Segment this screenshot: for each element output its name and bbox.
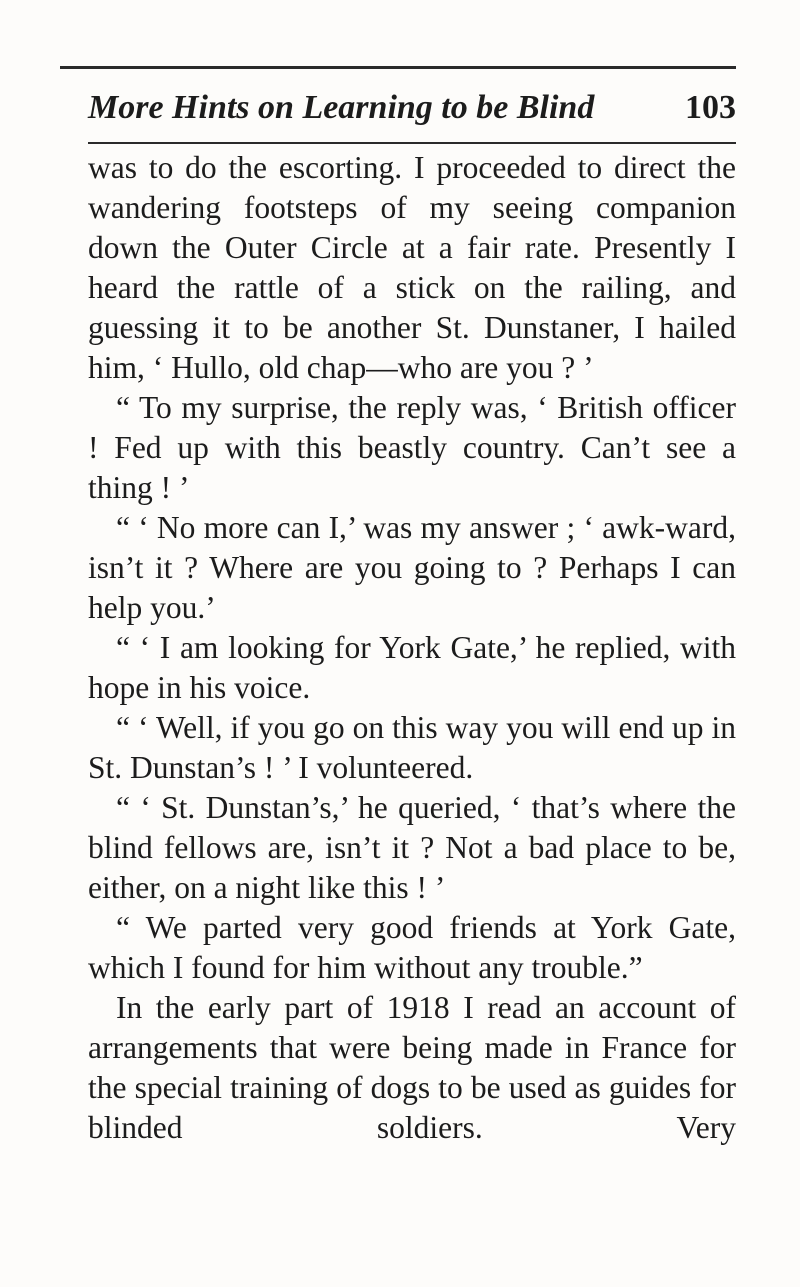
paragraph-8: In the early part of 1918 I read an account of arrangements that were being made in France for the special training of dogs to be used as guides for blinded soldiers. Very [88, 990, 736, 1145]
running-title: More Hints on Learning to be Blind [88, 89, 595, 126]
paragraph-7: “ We parted very good friends at York Gate, which I found for him without any trouble.” [88, 910, 736, 985]
paragraph-5: “ ‘ Well, if you go on this way you will end up in St. Dunstan’s ! ’ I volunteered. [88, 710, 736, 785]
top-rule [60, 66, 736, 69]
paragraph-6: “ ‘ St. Dunstan’s,’ he queried, ‘ that’s where the blind fellows are, isn’t it ? Not a bad place to be, either, on a night like this ! ’ [88, 790, 736, 905]
running-head [88, 84, 736, 134]
paragraph-3: “ ‘ No more can I,’ was my answer ; ‘ awk-ward, isn’t it ? Where are you going to ? Perhaps I can help you.’ [88, 510, 736, 625]
paragraph-4: “ ‘ I am looking for York Gate,’ he replied, with hope in his voice. [88, 630, 736, 705]
paragraph-1: was to do the escorting. I proceeded to direct the wandering footsteps of my seeing companion down the Outer Circle at a fair rate. Presently I heard the rattle of a stick on the railing, and guessing it to be another St. Dunstaner, I hailed him, ‘ Hullo, old chap—who are you ? ’ [88, 150, 736, 385]
paragraph-2: “ To my surprise, the reply was, ‘ British officer ! Fed up with this beastly country. Can’t see a thing ! ’ [88, 390, 736, 505]
body-text [88, 148, 736, 1148]
header-rule [88, 142, 736, 144]
page-number: 103 [685, 89, 736, 126]
